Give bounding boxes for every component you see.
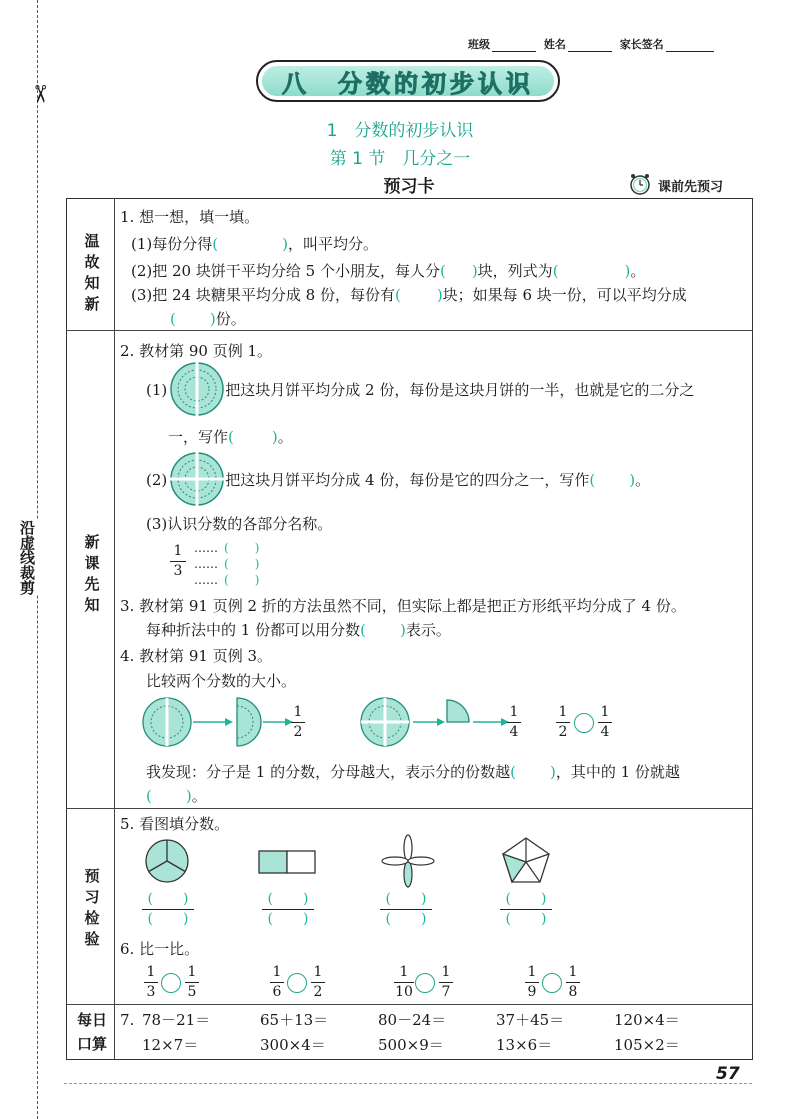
divider-1 <box>66 330 753 331</box>
fraction-part-label-3: …… ( ) <box>194 573 260 587</box>
pentagon-fifths-figure <box>501 836 551 884</box>
compare-circle-4[interactable] <box>542 973 562 993</box>
page-number: 57 <box>716 1064 740 1084</box>
check-q6: 6. 比一比。 <box>120 940 200 958</box>
new-q2-1-cont: 一，写作( )。 <box>168 428 293 446</box>
parent-blank[interactable] <box>666 51 714 52</box>
mental-1-5: 120×4＝ <box>614 1011 680 1029</box>
section-title: 第 1 节 几分之一 <box>329 149 471 169</box>
answer-fraction-2[interactable]: ( ) ( ) <box>262 891 314 928</box>
mental-2-3: 500×9＝ <box>378 1036 444 1054</box>
compare-3-right: 1 7 <box>439 964 453 1001</box>
parent-label: 家长签名 <box>619 38 664 51</box>
compare-4-right: 1 8 <box>566 964 580 1001</box>
new-q4: 4. 教材第 91 页例 3。 <box>120 647 273 665</box>
compare-circle-1[interactable] <box>161 973 181 993</box>
answer-fraction-1[interactable]: ( ) ( ) <box>142 891 194 928</box>
class-blank[interactable] <box>492 51 536 52</box>
circle-thirds-figure <box>144 838 190 884</box>
compare-1-right: 1 5 <box>185 964 199 1001</box>
answer-fraction-4[interactable]: ( ) ( ) <box>500 891 552 928</box>
new-q2-3: (3)认识分数的各部分名称。 <box>146 515 333 533</box>
header-info <box>468 36 718 52</box>
mental-1-1: 78－21＝ <box>142 1011 211 1029</box>
mental-2-2: 300×4＝ <box>260 1036 326 1054</box>
new-q2-1: (1) 把这块月饼平均分成 2 份，每份是这块月饼的一半，也就是它的二分之 <box>146 381 695 399</box>
compare-circle-2[interactable] <box>287 973 307 993</box>
name-blank[interactable] <box>568 51 612 52</box>
scissors-icon: ✂ <box>26 83 55 105</box>
mental-1-3: 80－24＝ <box>378 1011 447 1029</box>
section-new-label: 新课先知 <box>84 533 100 614</box>
review-q1-1: (1)每份分得( )，叫平均分。 <box>131 235 378 253</box>
review-q1: 1. 想一想，填一填。 <box>120 208 260 226</box>
new-q4-finding: 我发现：分子是 1 的分数，分母越大，表示分的份数越( )，其中的 1 份就越 <box>146 763 680 781</box>
lesson-title: 1 分数的初步认识 <box>326 121 474 141</box>
new-q2-2: (2) 把这块月饼平均分成 4 份，每份是它的四分之一，写作( )。 <box>146 471 651 489</box>
half-diagram <box>141 696 311 748</box>
mental-1-4: 37＋45＝ <box>496 1011 565 1029</box>
new-q3: 3. 教材第 91 页例 2 折的方法虽然不同，但实际上都是把正方形纸平均分成了 4 份。 <box>120 597 686 615</box>
divider-3 <box>66 1004 753 1005</box>
compare-quarter: 1 4 <box>598 704 612 741</box>
answer-fraction-3[interactable]: ( ) ( ) <box>380 891 432 928</box>
mental-2-1: 12×7＝ <box>142 1036 199 1054</box>
review-q1-3-cont: ( )份。 <box>170 310 246 328</box>
review-q1-3: (3)把 24 块糖果平均分成 8 份，每份有( )块；如果每 6 块一份，可以平均分成 <box>131 286 687 304</box>
new-q3-cont: 每种折法中的 1 份都可以用分数( )表示。 <box>146 621 451 639</box>
new-q2: 2. 教材第 90 页例 1。 <box>120 342 273 360</box>
fraction-quarter: 1 4 <box>507 704 521 741</box>
fraction-part-label-2: …… ( ) <box>194 557 260 571</box>
compare-2-right: 1 2 <box>311 964 325 1001</box>
compare-3-left: 1 10 <box>395 964 413 1000</box>
column-divider <box>114 198 115 1060</box>
check-q5: 5. 看图填分数。 <box>120 815 230 833</box>
compare-4-left: 1 9 <box>525 964 539 1001</box>
divider-2 <box>66 808 753 809</box>
cut-instruction: 沿虚线裁剪 <box>14 520 40 595</box>
name-label: 姓名 <box>543 38 566 51</box>
compare-circle[interactable] <box>574 713 594 733</box>
chapter-banner <box>256 60 560 102</box>
compare-2-left: 1 6 <box>270 964 284 1001</box>
mental-1-2: 65＋13＝ <box>260 1011 329 1029</box>
review-q1-2: (2)把 20 块饼干平均分给 5 个小朋友，每人分( )块，列式为( )。 <box>131 262 646 280</box>
section-review-label: 温故知新 <box>84 232 100 313</box>
compare-half: 1 2 <box>556 704 570 741</box>
quarter-diagram <box>355 696 525 748</box>
mental-2-4: 13×6＝ <box>496 1036 553 1054</box>
new-q4-finding-cont: ( )。 <box>146 787 207 805</box>
rectangle-halves-figure <box>258 850 316 874</box>
class-label: 班级 <box>468 38 490 51</box>
mooncake-half-icon <box>169 361 225 417</box>
mental-2-5: 105×2＝ <box>614 1036 680 1054</box>
fraction-parts: 1 3 <box>170 543 186 580</box>
clock-icon <box>628 172 652 196</box>
page-footer-line <box>64 1083 752 1084</box>
preview-label: 课前先预习 <box>658 180 724 195</box>
chapter-title: 八 分数的初步认识 <box>282 69 534 98</box>
new-q4-a: 比较两个分数的大小。 <box>146 672 297 690</box>
fraction-part-label-1: …… ( ) <box>194 541 260 555</box>
section-mental-label: 每日 口算 <box>76 1011 107 1053</box>
fraction-half: 1 2 <box>291 704 305 741</box>
mooncake-quarter-icon <box>169 451 225 507</box>
compare-1-left: 1 3 <box>144 964 158 1001</box>
card-title: 预习卡 <box>369 172 449 198</box>
flower-quarters-figure <box>381 834 435 888</box>
mental-prefix: 7. <box>120 1011 135 1029</box>
compare-circle-3[interactable] <box>415 973 435 993</box>
section-check-label: 预习检验 <box>84 867 100 948</box>
